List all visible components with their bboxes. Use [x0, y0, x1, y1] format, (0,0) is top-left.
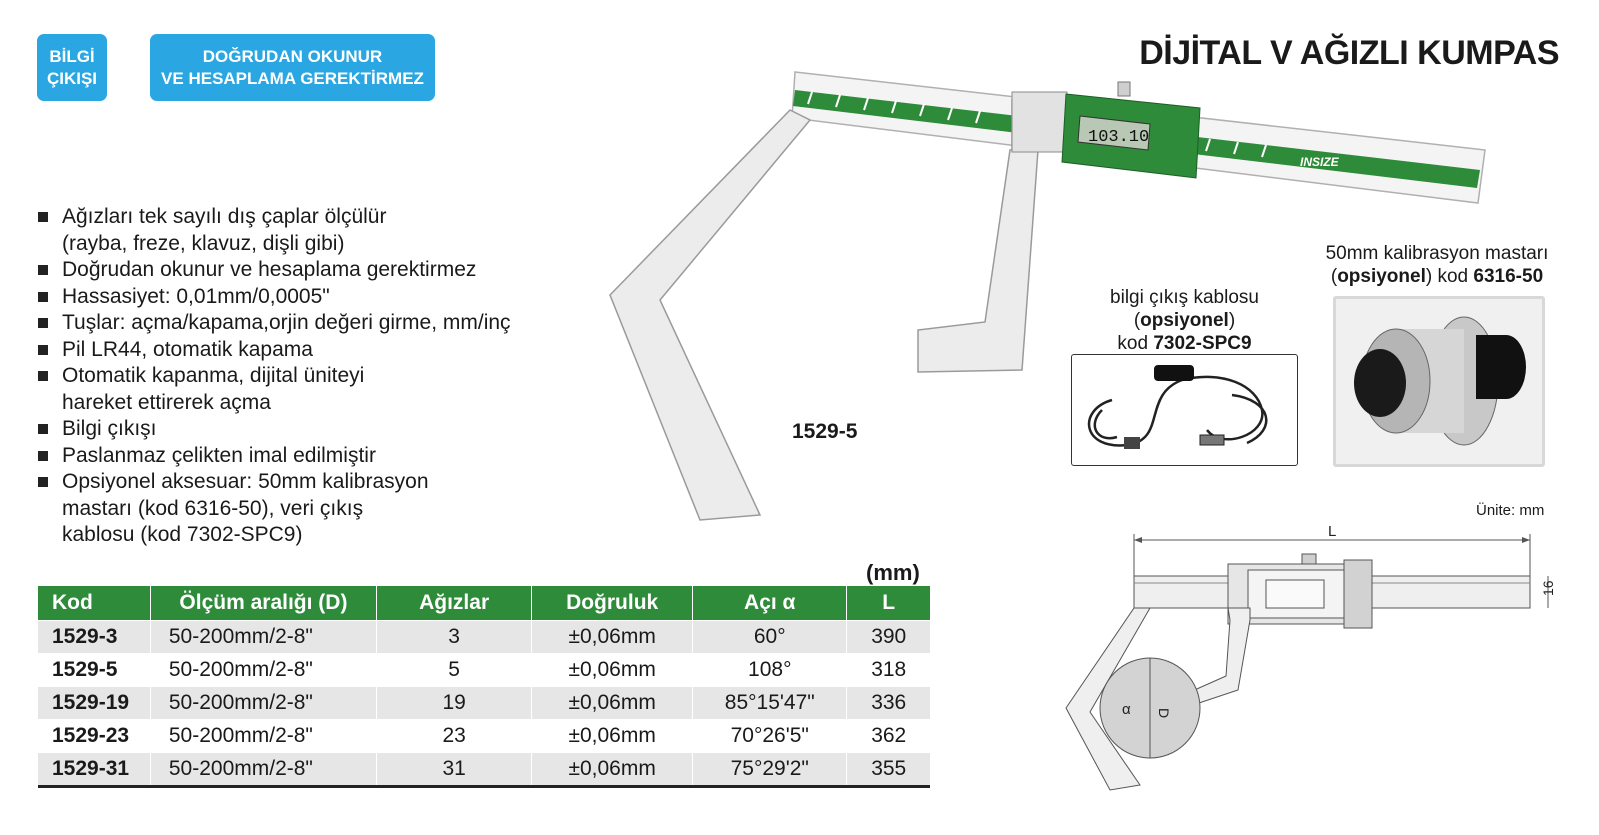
drawing-right-jaw — [1190, 608, 1250, 704]
header-kod: Kod — [38, 586, 150, 621]
badge-line: VE HESAPLAMA GEREKTİRMEZ — [161, 68, 424, 88]
cell-jaws: 31 — [377, 753, 532, 787]
badge-line: BİLGİ — [49, 46, 95, 66]
feature-text: Pil LR44, otomatik kapama — [62, 337, 313, 361]
table-row — [38, 753, 930, 787]
cell-angle: 108° — [693, 654, 847, 687]
cell-jaws: 5 — [377, 654, 532, 687]
feature-text: Hassasiyet: 0,01mm/0,0005" — [62, 284, 330, 308]
feature-text: Paslanmaz çelikten imal edilmiştir — [62, 443, 376, 467]
cell-angle: 70°26'5" — [693, 720, 847, 753]
cell-accuracy: ±0,06mm — [532, 654, 693, 687]
badge-line: ÇIKIŞI — [46, 68, 98, 88]
caption-code: 6316-50 — [1473, 266, 1544, 287]
cell-code: 1529-5 — [38, 654, 150, 687]
cell-range: 50-200mm/2-8" — [150, 720, 376, 753]
cell-range: 50-200mm/2-8" — [150, 753, 376, 787]
header-accuracy: Doğruluk — [532, 586, 693, 621]
caption-part: ) kod — [1425, 266, 1474, 287]
caption-part: ( — [1330, 266, 1338, 287]
drawing-height-label: 16 — [1540, 580, 1556, 596]
header-range: Ölçüm aralığı (D) — [150, 586, 376, 621]
cell-length: 318 — [847, 654, 930, 687]
caption-line: 50mm kalibrasyon mastarı — [1325, 243, 1549, 264]
feature-text: Tuşlar: açma/kapama,orjin değeri girme, mm/inç — [62, 311, 511, 334]
table-row — [38, 687, 930, 720]
page-title: DİJİTAL V AĞIZLI KUMPAS — [1139, 34, 1559, 72]
drawing-length-label: L — [1328, 523, 1337, 540]
cell-angle: 75°29'2" — [693, 753, 847, 787]
cell-code: 1529-23 — [38, 720, 150, 753]
feature-text: hareket ettirerek açma — [62, 390, 271, 414]
cell-length: 336 — [847, 687, 930, 720]
model-label: 1529-5 — [792, 420, 858, 443]
caption-part: kod — [1117, 333, 1154, 354]
cell-code: 1529-31 — [38, 753, 150, 787]
cell-angle: 85°15'47" — [693, 687, 847, 720]
cell-range: 50-200mm/2-8" — [150, 654, 376, 687]
table-unit: (mm) — [866, 560, 920, 585]
cell-code: 1529-3 — [38, 621, 150, 654]
feature-text: Bilgi çıkışı — [62, 417, 157, 440]
feature-text: Opsiyonel aksesuar: 50mm kalibrasyon — [62, 470, 429, 493]
cell-accuracy: ±0,06mm — [532, 720, 693, 753]
cell-jaws: 19 — [377, 687, 532, 720]
table-row — [38, 720, 930, 753]
header-jaws: Ağızlar — [377, 586, 532, 621]
table-row — [38, 654, 930, 687]
cell-length: 390 — [847, 621, 930, 654]
header-length: L — [847, 586, 930, 621]
cell-range: 50-200mm/2-8" — [150, 687, 376, 720]
cell-range: 50-200mm/2-8" — [150, 621, 376, 654]
feature-text: mastarı (kod 6316-50), veri çıkış — [62, 496, 364, 520]
cell-length: 355 — [847, 753, 930, 787]
caliper-brand: INSIZE — [1300, 155, 1339, 169]
cell-accuracy: ±0,06mm — [532, 687, 693, 720]
header-angle: Açı α — [693, 586, 847, 621]
feature-text: Doğrudan okunur ve hesaplama gerektirmez — [62, 258, 477, 281]
cell-jaws: 3 — [377, 621, 532, 654]
unit-note: Ünite: mm — [1476, 502, 1545, 519]
feature-text: kablosu (kod 7302-SPC9) — [62, 523, 303, 546]
cell-accuracy: ±0,06mm — [532, 753, 693, 787]
feature-text: Otomatik kapanma, dijital üniteyi — [62, 364, 365, 387]
feature-text: (rayba, freze, klavuz, dişli gibi) — [62, 231, 345, 255]
caption-line: bilgi çıkış kablosu — [1110, 287, 1259, 308]
caption-part: ) — [1228, 310, 1236, 331]
cell-code: 1529-19 — [38, 687, 150, 720]
caption-part: ( — [1133, 310, 1141, 331]
spec-table — [38, 586, 930, 788]
drawing-angle-label: α — [1122, 701, 1131, 718]
cell-length: 362 — [847, 720, 930, 753]
drawing-diameter-label: D — [1156, 708, 1172, 719]
cell-jaws: 23 — [377, 720, 532, 753]
caption-optional: opsiyonel — [1337, 266, 1426, 287]
table-row — [38, 621, 930, 654]
cell-accuracy: ±0,06mm — [532, 621, 693, 654]
feature-text: Ağızları tek sayılı dış çaplar ölçülür — [62, 205, 387, 228]
table-header-row — [38, 586, 930, 621]
cell-angle: 60° — [693, 621, 847, 654]
caliper-lcd-readout: 103.10 — [1088, 128, 1150, 147]
caption-optional: opsiyonel — [1140, 310, 1229, 331]
caption-code: 7302-SPC9 — [1153, 333, 1252, 354]
badge-line: DOĞRUDAN OKUNUR — [202, 46, 383, 66]
